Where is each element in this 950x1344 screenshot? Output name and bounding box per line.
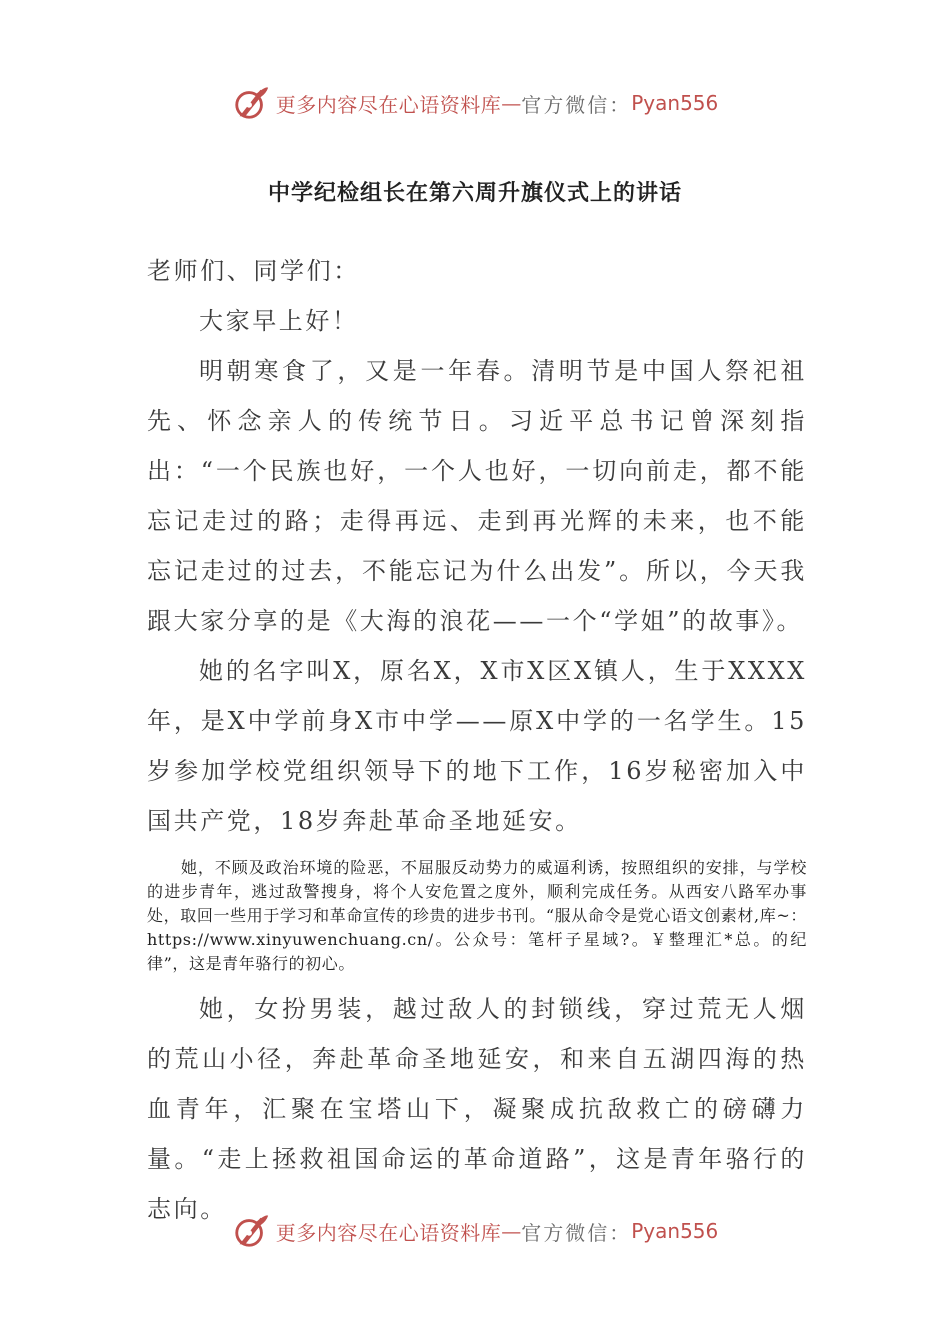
banner-official-label: 官方微信： bbox=[521, 1220, 632, 1245]
greeting: 大家早上好！ bbox=[199, 307, 359, 335]
banner-separator: — bbox=[501, 91, 522, 115]
banner-official-label: 官方微信： bbox=[521, 92, 632, 117]
paragraph-2: 她的名字叫X，原名X，X市X区X镇人，生于XXXX年，是X中学前身X市中学——原X中学的一名学生。15岁参加学校党组织领导下的地下工作，16岁秘密加入中国共产党，18岁奔赴革命圣地延安。 bbox=[147, 657, 807, 835]
paragraph-3-small: 她，不顾及政治环境的险恶，不屈服反动势力的威逼利诱，按照组织的安排，与学校的进步青年，逃过敌警搜身，将个人安危置之度外，顺利完成任务。从西安八路军办事处，取回一些用于学习和革命宣传的珍贵的进步书刊。“服从命令是党心语文创素材,库~：https://www.xinyuwenchuang.cn/。公众号：笔杆子星域?。￥整理汇*总。的纪律”，这是青年骆行的初心。 bbox=[147, 858, 807, 973]
paragraph-1: 明朝寒食了，又是一年春。清明节是中国人祭祀祖先、怀念亲人的传统节日。习近平总书记曾深刻指出：“一个民族也好，一个人也好，一切向前走，都不能忘记走过的路；走得再远、走到再光辉的未来，也不能忘记走过的过去，不能忘记为什么出发”。所以，今天我跟大家分享的是《大海的浪花——一个“学姐”的故事》。 bbox=[147, 357, 807, 635]
quill-pen-logo-icon bbox=[232, 1212, 270, 1250]
document-title: 中学纪检组长在第六周升旗仪式上的讲话 bbox=[267, 181, 682, 206]
banner-wechat-handle: Pyan556 bbox=[631, 91, 719, 115]
banner-promo-text: 更多内容尽在心语资料库 bbox=[275, 92, 502, 117]
paragraph-4: 她，女扮男装，越过敌人的封锁线，穿过荒无人烟的荒山小径，奔赴革命圣地延安，和来自五湖四海的热血青年，汇聚在宝塔山下，凝聚成抗敌救亡的磅礴力量。“走上拯救祖国命运的革命道路”，这是青年骆行的志向。 bbox=[147, 995, 807, 1223]
salutation: 老师们、同学们： bbox=[147, 257, 360, 285]
banner-separator: — bbox=[501, 1219, 522, 1243]
footer-banner bbox=[0, 1206, 950, 1256]
quill-pen-logo-icon bbox=[232, 84, 270, 122]
banner-wechat-handle: Pyan556 bbox=[631, 1219, 719, 1243]
header-banner bbox=[0, 78, 950, 128]
document-body bbox=[147, 246, 807, 1234]
banner-promo-text: 更多内容尽在心语资料库 bbox=[275, 1220, 502, 1245]
